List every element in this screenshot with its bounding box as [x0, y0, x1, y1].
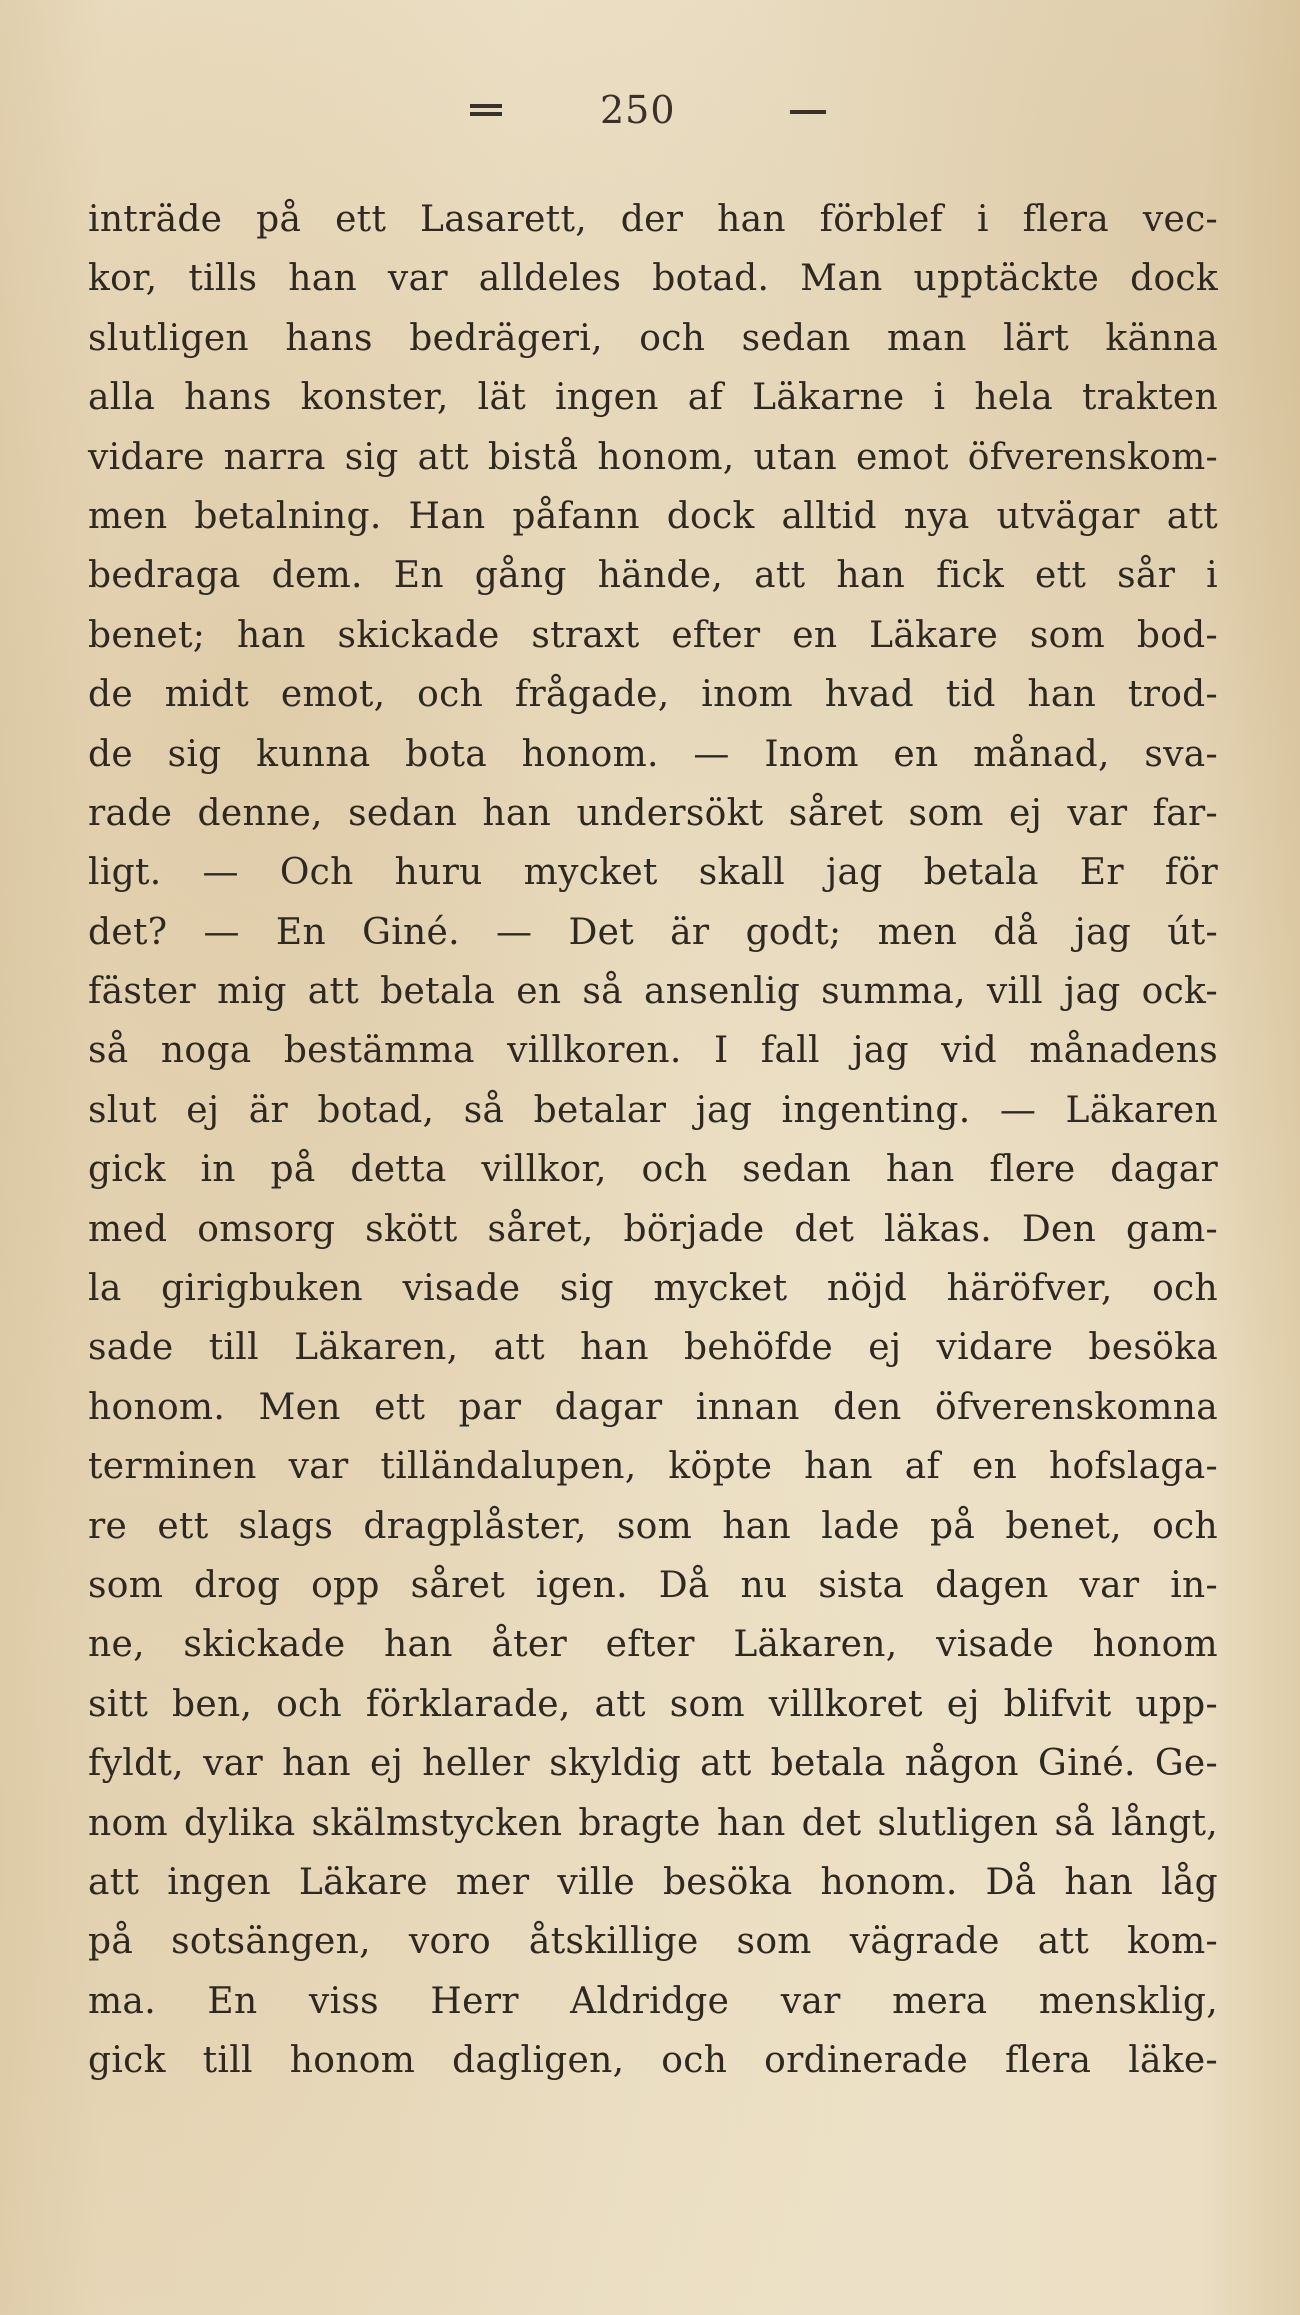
text-line: men betalning. Han påfann dock alltid nya utvägar att	[88, 495, 1218, 537]
text-line: inträde på ett Lasarett, der han förblef i flera vec-	[88, 199, 1218, 240]
text-line: re ett slags dragplåster, som han lade på benet, och	[88, 1505, 1218, 1547]
text-line: sitt ben, och förklarade, att som villkoret ej blifvit upp-	[88, 1683, 1218, 1725]
body-text	[88, 190, 1218, 2091]
text-line: de midt emot, och frågade, inom hvad tid han trod-	[88, 674, 1218, 716]
text-line: terminen var tilländalupen, köpte han af en hofslaga-	[88, 1446, 1218, 1488]
text-line: som drog opp såret igen. Då nu sista dagen var in-	[88, 1564, 1218, 1606]
text-line: honom. Men ett par dagar innan den öfverenskomna	[88, 1386, 1218, 1428]
header-ornament-right	[790, 110, 826, 114]
text-line: gick in på detta villkor, och sedan han flere dagar	[88, 1149, 1218, 1191]
text-line: la girigbuken visade sig mycket nöjd häröfver, och	[88, 1268, 1218, 1310]
text-line: gick till honom dagligen, och ordinerade flera läke-	[88, 2040, 1218, 2082]
text-line: bedraga dem. En gång hände, att han fick ett sår i	[88, 555, 1218, 597]
text-line: ma. En viss Herr Aldridge var mera mensklig,	[88, 1980, 1218, 2022]
page-number: 250	[600, 88, 676, 132]
text-line: nom dylika skälmstycken bragte han det slutligen så långt,	[88, 1802, 1218, 1844]
text-line: slut ej är botad, så betalar jag ingenting. — Läkaren	[88, 1089, 1218, 1131]
header-ornament-left	[470, 104, 502, 116]
text-line: de sig kunna bota honom. — Inom en månad, sva-	[88, 733, 1218, 775]
text-line: kor, tills han var alldeles botad. Man upptäckte dock	[88, 258, 1218, 300]
text-line: med omsorg skött såret, började det läkas. Den gam-	[88, 1208, 1218, 1250]
text-line: ne, skickade han åter efter Läkaren, visade honom	[88, 1624, 1218, 1666]
text-line: det? — En Giné. — Det är godt; men då jag út-	[88, 911, 1218, 953]
text-line: att ingen Läkare mer ville besöka honom. Då han låg	[88, 1861, 1218, 1903]
text-line: slutligen hans bedrägeri, och sedan man lärt känna	[88, 317, 1218, 359]
text-line: sade till Läkaren, att han behöfde ej vidare besöka	[88, 1327, 1218, 1369]
text-line: vidare narra sig att bistå honom, utan emot öfverenskom-	[88, 436, 1218, 478]
text-line: fäster mig att betala en så ansenlig summa, vill jag ock-	[88, 971, 1218, 1013]
text-line: på sotsängen, voro åtskillige som vägrade att kom-	[88, 1921, 1218, 1963]
page-header	[0, 88, 1300, 138]
text-line: så noga bestämma villkoren. I fall jag vid månadens	[88, 1030, 1218, 1072]
text-line: alla hans konster, lät ingen af Läkarne i hela trakten	[88, 377, 1218, 419]
text-line: ligt. — Och huru mycket skall jag betala Er för	[88, 852, 1218, 894]
text-line: rade denne, sedan han undersökt såret som ej var far-	[88, 792, 1218, 834]
text-line: fyldt, var han ej heller skyldig att betala någon Giné. Ge-	[88, 1743, 1218, 1785]
text-line: benet; han skickade straxt efter en Läkare som bod-	[88, 614, 1218, 656]
